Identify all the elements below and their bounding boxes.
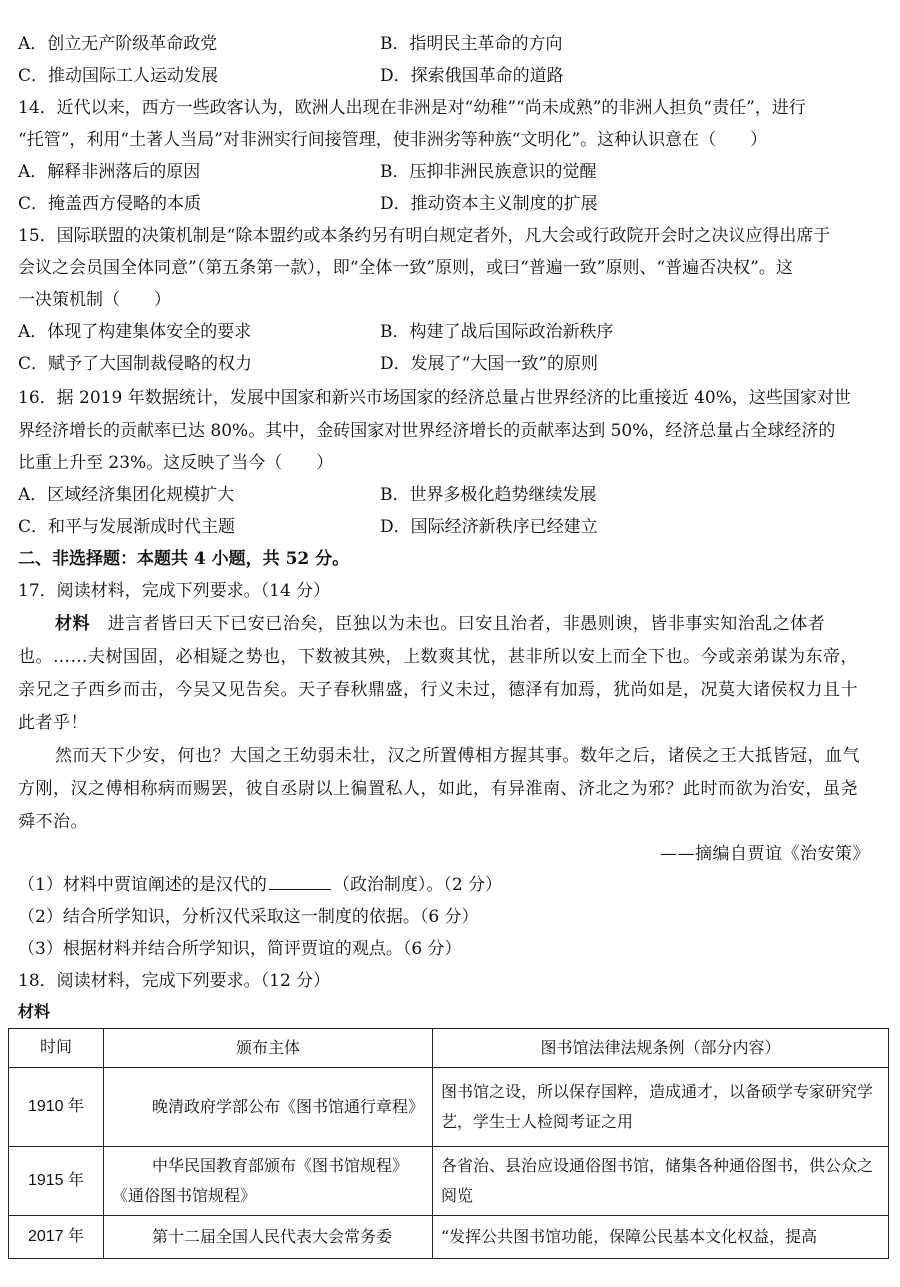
row-content: 图书馆之设，所以保存国粹，造成通才，以备硕学专家研究学艺，学生士人检阅考证之用 <box>433 1068 889 1147</box>
row-issuer: 中华民国教育部颁布《图书馆规程》《通俗图书馆规程》 <box>104 1147 433 1216</box>
answer-blank[interactable] <box>269 875 331 890</box>
header-time: 时间 <box>9 1029 104 1068</box>
q17-title: 17．阅读材料，完成下列要求。（14 分） <box>18 581 331 601</box>
row-year: 1915 年 <box>9 1147 104 1216</box>
q15-stem-line3: 一决策机制（ ） <box>18 290 171 310</box>
table-row <box>9 1068 889 1147</box>
table-header-row <box>9 1029 889 1068</box>
q14-stem-line1: 14．近代以来，西方一些政客认为，欧洲人出现在非洲是对“幼稚”“尚未成熟”的非洲人担负“责任”，进行 <box>18 98 806 118</box>
q17-material-line1 <box>55 613 825 635</box>
q17-material-text: 进言者皆曰天下已安已治矣，臣独以为未也。曰安且治者，非愚则谀，皆非事实知治乱之体者 <box>107 614 826 634</box>
q16-stem-line3: 比重上升至 23%。这反映了当今（ ） <box>18 453 334 473</box>
q17-material-line4: 此者乎！ <box>18 713 88 733</box>
q15-option-b: B．构建了战后国际政治新秩序 <box>380 322 614 342</box>
q13-option-c: C．推动国际工人运动发展 <box>18 66 219 86</box>
q17-source: ——摘编自贾谊《治安策》 <box>660 844 870 864</box>
q16-option-a: A．区域经济集团化规模扩大 <box>18 485 235 505</box>
q14-option-c: C．掩盖西方侵略的本质 <box>18 194 202 214</box>
row-issuer: 第十二届全国人民代表大会常务委 <box>104 1216 433 1259</box>
table-row <box>9 1216 889 1259</box>
row-issuer: 晚清政府学部公布《图书馆通行章程》 <box>104 1068 433 1147</box>
q17-sub1-prefix: （1）材料中贾谊阐述的是汉代的 <box>18 875 267 895</box>
q15-option-c: C．赋予了大国制裁侵略的权力 <box>18 354 253 374</box>
q15-option-a: A．体现了构建集体安全的要求 <box>18 322 252 342</box>
q17-sub1-suffix: （政治制度）。（2 分） <box>332 875 503 895</box>
q18-material-label: 材料 <box>18 1002 51 1021</box>
q17-sub2: （2）结合所学知识，分析汉代采取这一制度的依据。（6 分） <box>18 907 479 927</box>
q17-material-line7: 舜不治。 <box>18 812 88 832</box>
q14-stem-line2: “托管”，利用“土著人当局”对非洲实行间接管理，使非洲劣等种族“文明化”。这种认识意在（ ） <box>18 130 768 150</box>
q16-option-d: D．国际经济新秩序已经建立 <box>380 517 598 537</box>
q17-material-line3: 亲兄之子西乡而击，今吴又见告矣。天子春秋鼎盛，行义未过，德泽有加焉，犹尚如是，况莫大诸侯权力且十 <box>18 680 858 700</box>
q14-option-a: A．解释非洲落后的原因 <box>18 162 201 182</box>
section-heading: 二、非选择题：本题共 4 小题，共 52 分。 <box>18 549 350 569</box>
q16-stem-line2: 界经济增长的贡献率已达 80%。其中，金砖国家对世界经济增长的贡献率达到 50%，经济总量占全球经济的 <box>18 421 836 441</box>
q17-material-label: 材料 <box>55 614 90 634</box>
q16-option-b: B．世界多极化趋势继续发展 <box>380 485 597 505</box>
table-row <box>9 1147 889 1216</box>
q17-material-line5: 然而天下少安，何也？大国之王幼弱未壮，汉之所置傅相方握其事。数年之后，诸侯之王大抵皆冠，血气 <box>55 746 860 766</box>
row-year: 2017 年 <box>9 1216 104 1259</box>
header-content: 图书馆法律法规条例（部分内容） <box>433 1029 889 1068</box>
header-issuer: 颁布主体 <box>104 1029 433 1068</box>
q15-stem-line2: 会议之会员国全体同意”（第五条第一款），即“全体一致”原则，或曰“普遍一致”原则、“普遍否决权”。这 <box>18 258 793 278</box>
q18-title: 18．阅读材料，完成下列要求。（12 分） <box>18 971 331 991</box>
q14-option-b: B．压抑非洲民族意识的觉醒 <box>380 162 597 182</box>
row-year: 1910 年 <box>9 1068 104 1147</box>
q17-material-line6: 方刚，汉之傅相称病而赐罢，彼自丞尉以上徧置私人，如此，有异淮南、济北之为邪？此时而欲为治安，虽尧 <box>18 779 858 799</box>
q17-sub1 <box>18 874 502 896</box>
q15-option-d: D．发展了“大国一致”的原则 <box>380 354 599 374</box>
q16-stem-line1: 16．据 2019 年数据统计，发展中国家和新兴市场国家的经济总量占世界经济的比重接近 40%，这些国家对世 <box>18 388 851 408</box>
q14-option-d: D．推动资本主义制度的扩展 <box>380 194 598 214</box>
library-law-table <box>8 1028 889 1259</box>
row-content: “发挥公共图书馆功能，保障公民基本文化权益，提高 <box>433 1216 889 1259</box>
q15-stem-line1: 15．国际联盟的决策机制是“除本盟约或本条约另有明白规定者外，凡大会或行政院开会时之决议应得出席于 <box>18 226 831 246</box>
q16-option-c: C．和平与发展渐成时代主题 <box>18 517 236 537</box>
q13-option-b: B．指明民主革命的方向 <box>380 34 563 54</box>
row-content: 各省治、县治应设通俗图书馆，储集各种通俗图书，供公众之阅览 <box>433 1147 889 1216</box>
q13-option-d: D．探索俄国革命的道路 <box>380 66 564 86</box>
q17-sub3: （3）根据材料并结合所学知识，简评贾谊的观点。（6 分） <box>18 939 462 959</box>
q17-material-line2: 也。……夫树国固，必相疑之势也，下数被其殃，上数爽其忧，甚非所以安上而全下也。今或亲弟谋为东帝， <box>18 647 858 667</box>
q13-option-a: A．创立无产阶级革命政党 <box>18 34 218 54</box>
